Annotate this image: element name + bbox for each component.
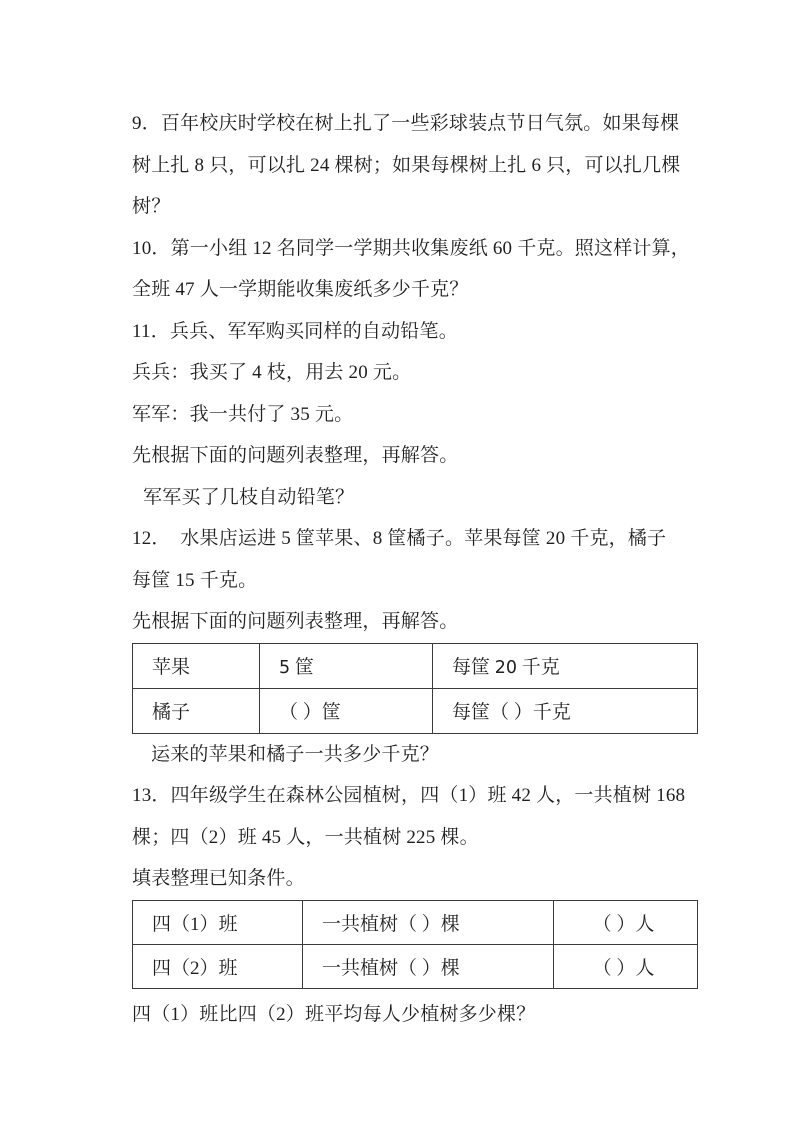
table-cell: （ ）人 [554,900,698,944]
problem-10-line-1: 10．第一小组 12 名同学一学期共收集废纸 60 千克。照这样计算， [132,237,691,259]
table-cell: 每筐（ ）千克 [433,688,698,733]
problem-12-line-2: 每筐 15 千克。 [132,569,258,591]
problem-12-line-1: 12． 水果店运进 5 筐苹果、8 筐橘子。苹果每筐 20 千克，橘子 [132,528,667,549]
table-cell: 四（2）班 [133,944,303,988]
problem-11-line-3: 军军：我一共付了 35 元。 [132,403,354,425]
tree-planting-table [132,900,698,989]
problem-12-line-3: 先根据下面的问题列表整理，再解答。 [132,611,459,632]
table-cell: 四（1）班 [133,900,303,944]
table-cell: 苹果 [133,643,260,688]
problem-11-line-2: 兵兵：我买了 4 枝，用去 20 元。 [132,362,412,383]
table-cell: （ ）人 [554,944,698,988]
problem-13-question: 四（1）班比四（2）班平均每人少植树多少棵？ [132,1004,536,1025]
table-cell: （ ）筐 [260,688,433,733]
fruit-table [132,643,698,734]
table-row [133,643,698,688]
table-row [133,900,698,944]
table-cell: 每筐 20 千克 [433,643,698,688]
table-cell: 橘子 [133,688,260,733]
table-cell: 5 筐 [260,643,433,688]
table-cell: 一共植树（ ）棵 [303,900,554,944]
problem-11-question: 军军买了几枝自动铅笔？ [143,486,355,508]
table-row [133,688,698,733]
problem-11-line-1: 11．兵兵、军军购买同样的自动铅笔。 [132,320,458,342]
table-row [133,944,698,988]
problem-10-line-2: 全班 47 人一学期能收集废纸多少千克？ [132,279,469,300]
problem-12-question: 运来的苹果和橘子一共多少千克？ [151,743,440,765]
table-cell: 一共植树（ ）棵 [303,944,554,988]
problem-13-line-2: 棵；四（2）班 45 人，一共植树 225 棵。 [132,826,479,848]
problem-13-line-3: 填表整理已知条件。 [132,868,305,889]
problem-9-line-2: 树上扎 8 只，可以扎 24 棵树；如果每棵树上扎 6 只，可以扎几棵 [132,154,681,176]
problem-13-line-1: 13．四年级学生在森林公园植树，四（1）班 42 人，一共植树 168 [132,785,686,806]
problem-9-line-1: 9．百年校庆时学校在树上扎了一些彩球装点节日气氛。如果每棵 [132,113,680,134]
problem-9-line-3: 树？ [132,196,171,217]
problem-11-line-4: 先根据下面的问题列表整理，再解答。 [132,445,459,466]
